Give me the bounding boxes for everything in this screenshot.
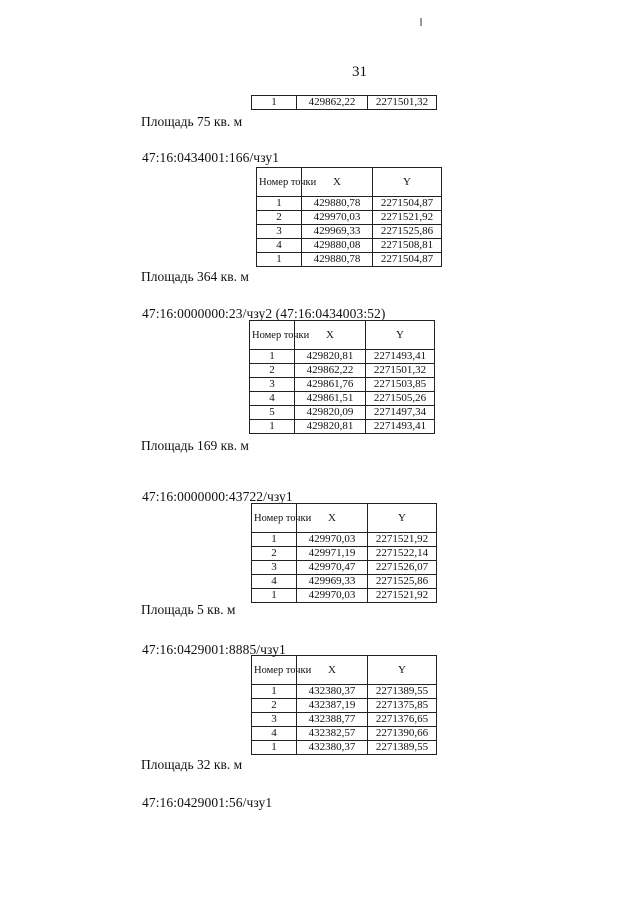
x-header: X <box>295 321 366 350</box>
table-row <box>250 420 435 434</box>
y-coordinate-cell: 2271521,92 <box>368 589 437 603</box>
y-coordinate-cell: 2271504,87 <box>373 197 442 211</box>
point-number-cell: 1 <box>257 197 302 211</box>
x-coordinate-cell: 429862,22 <box>297 96 368 110</box>
parcel-heading: 47:16:0000000:43722/чзу1 <box>142 489 293 504</box>
scan-artifact-mark <box>420 18 422 26</box>
y-coordinate-cell: 2271522,14 <box>368 547 437 561</box>
point-number-cell: 1 <box>250 350 295 364</box>
y-coordinate-cell: 2271501,32 <box>368 96 437 110</box>
table-row <box>252 547 437 561</box>
y-coordinate-cell: 2271389,55 <box>368 741 437 755</box>
point-number-cell: 3 <box>250 378 295 392</box>
table-header-row <box>257 168 442 197</box>
x-coordinate-cell: 432382,57 <box>297 727 368 741</box>
point-number-cell: 4 <box>252 727 297 741</box>
y-header: Y <box>373 168 442 197</box>
table-row <box>252 589 437 603</box>
point-number-cell: 4 <box>250 392 295 406</box>
point-number-cell: 1 <box>252 741 297 755</box>
y-coordinate-cell: 2271525,86 <box>373 225 442 239</box>
y-header: Y <box>366 321 435 350</box>
table-row <box>257 253 442 267</box>
x-coordinate-cell: 432388,77 <box>297 713 368 727</box>
x-coordinate-cell: 432387,19 <box>297 699 368 713</box>
table-row <box>252 96 437 110</box>
x-coordinate-cell: 429861,76 <box>295 378 366 392</box>
x-coordinate-cell: 429861,51 <box>295 392 366 406</box>
y-coordinate-cell: 2271376,65 <box>368 713 437 727</box>
parcel-heading: 47:16:0000000:23/чзу2 (47:16:0434003:52) <box>142 306 386 321</box>
y-coordinate-cell: 2271493,41 <box>366 420 435 434</box>
table-row <box>250 364 435 378</box>
y-coordinate-cell: 2271508,81 <box>373 239 442 253</box>
point-number-cell: 2 <box>252 699 297 713</box>
y-coordinate-cell: 2271504,87 <box>373 253 442 267</box>
x-coordinate-cell: 432380,37 <box>297 685 368 699</box>
table-row <box>257 239 442 253</box>
point-number-cell: 3 <box>257 225 302 239</box>
area-label: Площадь 75 кв. м <box>141 114 243 129</box>
x-coordinate-cell: 429880,08 <box>302 239 373 253</box>
y-coordinate-cell: 2271525,86 <box>368 575 437 589</box>
y-coordinate-cell: 2271521,92 <box>368 533 437 547</box>
point-number-cell: 4 <box>252 575 297 589</box>
table-row <box>252 533 437 547</box>
y-coordinate-cell: 2271497,34 <box>366 406 435 420</box>
table-row <box>257 211 442 225</box>
table-row <box>252 685 437 699</box>
coordinates-table <box>251 503 437 603</box>
point-number-cell: 2 <box>257 211 302 225</box>
x-coordinate-cell: 429970,03 <box>297 589 368 603</box>
y-coordinate-cell: 2271505,26 <box>366 392 435 406</box>
y-coordinate-cell: 2271390,66 <box>368 727 437 741</box>
page-number: 31 <box>352 64 367 80</box>
area-label: Площадь 32 кв. м <box>141 757 243 772</box>
table-row <box>250 378 435 392</box>
point-number-header: Номер точки <box>252 656 297 685</box>
point-number-cell: 1 <box>252 533 297 547</box>
table-row <box>250 406 435 420</box>
point-number-cell: 1 <box>250 420 295 434</box>
table-row <box>252 561 437 575</box>
area-label: Площадь 169 кв. м <box>141 438 249 453</box>
point-number-cell: 4 <box>257 239 302 253</box>
point-number-cell: 1 <box>252 589 297 603</box>
table-row <box>252 727 437 741</box>
table-row <box>252 741 437 755</box>
y-header: Y <box>368 656 437 685</box>
point-number-cell: 1 <box>252 685 297 699</box>
y-coordinate-cell: 2271501,32 <box>366 364 435 378</box>
point-number-header: Номер точки <box>257 168 302 197</box>
x-header: X <box>297 656 368 685</box>
y-coordinate-cell: 2271521,92 <box>373 211 442 225</box>
y-coordinate-cell: 2271526,07 <box>368 561 437 575</box>
point-number-header: Номер точки <box>250 321 295 350</box>
table-row <box>257 225 442 239</box>
y-header: Y <box>368 504 437 533</box>
x-coordinate-cell: 429820,81 <box>295 350 366 364</box>
x-coordinate-cell: 429880,78 <box>302 197 373 211</box>
y-coordinate-cell: 2271503,85 <box>366 378 435 392</box>
x-coordinate-cell: 429970,47 <box>297 561 368 575</box>
coordinates-table-fragment <box>251 95 437 110</box>
point-number-cell: 5 <box>250 406 295 420</box>
table-row <box>250 392 435 406</box>
x-coordinate-cell: 432380,37 <box>297 741 368 755</box>
x-coordinate-cell: 429820,09 <box>295 406 366 420</box>
coordinates-table <box>249 320 435 434</box>
y-coordinate-cell: 2271493,41 <box>366 350 435 364</box>
x-coordinate-cell: 429862,22 <box>295 364 366 378</box>
x-coordinate-cell: 429880,78 <box>302 253 373 267</box>
area-label: Площадь 5 кв. м <box>141 602 236 617</box>
point-number-cell: 3 <box>252 561 297 575</box>
point-number-cell: 1 <box>252 96 297 110</box>
table-row <box>250 350 435 364</box>
parcel-heading: 47:16:0434001:166/чзу1 <box>142 150 280 165</box>
parcel-heading: 47:16:0429001:8885/чзу1 <box>142 642 286 657</box>
table-row <box>252 699 437 713</box>
table-row <box>257 197 442 211</box>
y-coordinate-cell: 2271389,55 <box>368 685 437 699</box>
point-number-cell: 3 <box>252 713 297 727</box>
y-coordinate-cell: 2271375,85 <box>368 699 437 713</box>
table-header-row <box>252 656 437 685</box>
point-number-header: Номер точки <box>252 504 297 533</box>
table-header-row <box>252 504 437 533</box>
x-header: X <box>297 504 368 533</box>
point-number-cell: 2 <box>252 547 297 561</box>
point-number-cell: 2 <box>250 364 295 378</box>
area-label: Площадь 364 кв. м <box>141 269 249 284</box>
x-coordinate-cell: 429969,33 <box>302 225 373 239</box>
x-coordinate-cell: 429970,03 <box>302 211 373 225</box>
x-coordinate-cell: 429970,03 <box>297 533 368 547</box>
x-coordinate-cell: 429820,81 <box>295 420 366 434</box>
table-row <box>252 713 437 727</box>
parcel-heading: 47:16:0429001:56/чзу1 <box>142 795 273 810</box>
x-header: X <box>302 168 373 197</box>
point-number-cell: 1 <box>257 253 302 267</box>
coordinates-table <box>251 655 437 755</box>
coordinates-table <box>256 167 442 267</box>
table-row <box>252 575 437 589</box>
x-coordinate-cell: 429969,33 <box>297 575 368 589</box>
table-header-row <box>250 321 435 350</box>
x-coordinate-cell: 429971,19 <box>297 547 368 561</box>
